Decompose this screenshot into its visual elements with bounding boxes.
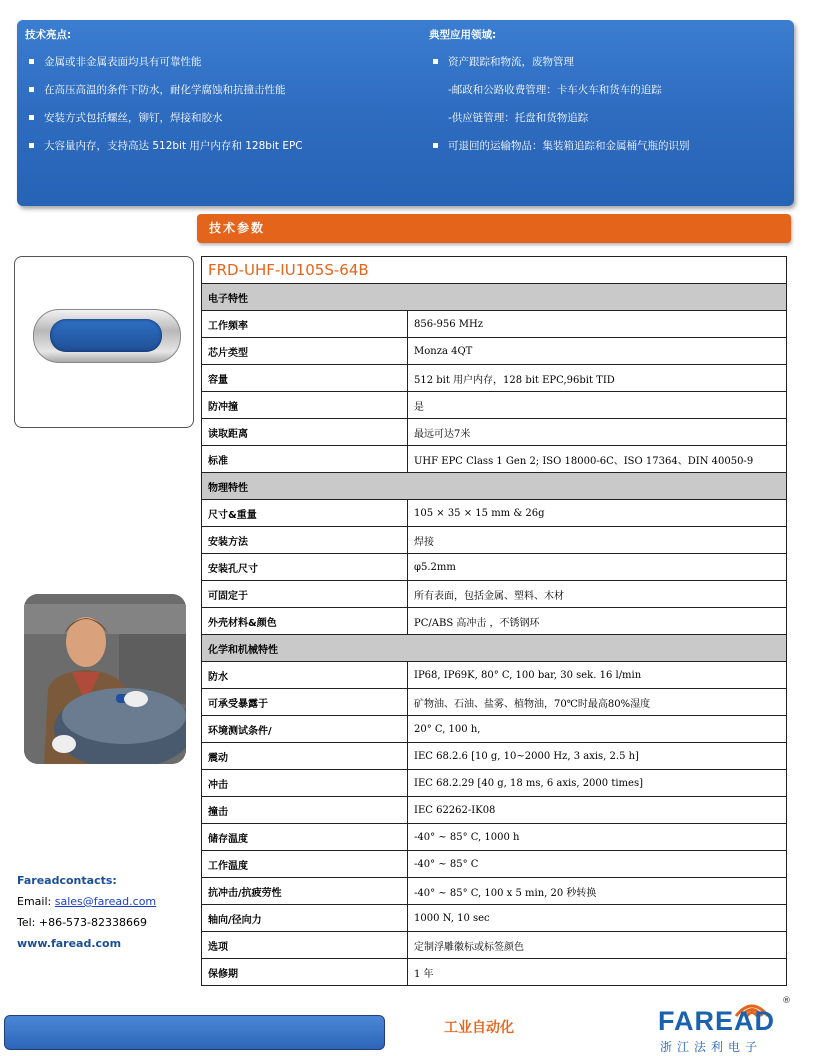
spec-value: 焊接 xyxy=(408,527,787,554)
spec-row xyxy=(202,338,787,365)
spec-key: 容量 xyxy=(202,365,408,392)
spec-key: 防冲撞 xyxy=(202,392,408,419)
spec-key: 标准 xyxy=(202,446,408,473)
faread-logo xyxy=(652,996,792,1052)
spec-row xyxy=(202,500,787,527)
application-item xyxy=(429,76,789,104)
spec-row xyxy=(202,446,787,473)
spec-value: 1 年 xyxy=(408,959,787,986)
contacts-heading: Fareadcontacts: xyxy=(17,874,117,887)
spec-key: 尺寸&重量 xyxy=(202,500,408,527)
spec-row xyxy=(202,365,787,392)
spec-key: 防水 xyxy=(202,662,408,689)
spec-key: 抗冲击/抗疲劳性 xyxy=(202,878,408,905)
spec-key: 轴向/径向力 xyxy=(202,905,408,932)
spec-value: IP68, IP69K, 80° C, 100 bar, 30 sek. 16 l/min xyxy=(408,662,787,689)
features-list xyxy=(25,48,415,160)
bullet-icon xyxy=(29,87,34,92)
spec-key: 安装孔尺寸 xyxy=(202,554,408,581)
features-title: 技术亮点: xyxy=(25,29,72,41)
spec-row xyxy=(202,959,787,986)
application-text: -供应链管理：托盘和货物追踪 xyxy=(448,112,589,124)
bullet-icon xyxy=(29,143,34,148)
spec-row xyxy=(202,824,787,851)
feature-text: 大容量内存，支持高达 512bit 用户内存和 128bit EPC xyxy=(44,140,303,152)
spec-row xyxy=(202,311,787,338)
spec-key: 撞击 xyxy=(202,797,408,824)
spec-key: 冲击 xyxy=(202,770,408,797)
email-label: Email: xyxy=(17,895,55,908)
spec-value: 20° C, 100 h, xyxy=(408,716,787,743)
spec-key: 芯片类型 xyxy=(202,338,408,365)
spec-row xyxy=(202,662,787,689)
spec-value: Monza 4QT xyxy=(408,338,787,365)
spec-key: 安装方法 xyxy=(202,527,408,554)
worker-photo xyxy=(24,594,186,764)
spec-value: 512 bit 用户内存，128 bit EPC,96bit TID xyxy=(408,365,787,392)
registered-mark: ® xyxy=(782,996,791,1006)
model-title: FRD-UHF-IU105S-64B xyxy=(202,257,787,284)
spec-row xyxy=(202,608,787,635)
spec-row xyxy=(202,851,787,878)
feature-text: 在高压高温的条件下防水，耐化学腐蚀和抗撞击性能 xyxy=(44,84,286,96)
spec-value: φ5.2mm xyxy=(408,554,787,581)
spec-value: IEC 62262-IK08 xyxy=(408,797,787,824)
application-item xyxy=(429,48,789,76)
tel-line: Tel: +86-573-82338669 xyxy=(17,916,148,929)
spec-value: 最远可达7米 xyxy=(408,419,787,446)
application-text: -邮政和公路收费管理：卡车火车和货车的追踪 xyxy=(448,84,662,96)
spec-key: 储存温度 xyxy=(202,824,408,851)
spec-value: 1000 N, 10 sec xyxy=(408,905,787,932)
spec-row xyxy=(202,770,787,797)
spec-row xyxy=(202,392,787,419)
footer-category: 工业自动化 xyxy=(444,1020,514,1036)
spec-value: 是 xyxy=(408,392,787,419)
applications-column xyxy=(429,26,789,160)
spec-key: 可固定于 xyxy=(202,581,408,608)
spec-row xyxy=(202,527,787,554)
footer-bar xyxy=(4,1015,385,1050)
application-text: 可退回的运输物品：集装箱追踪和金属桶气瓶的识别 xyxy=(448,140,690,152)
spec-value: 856-956 MHz xyxy=(408,311,787,338)
logo-chinese: 浙江法利电子 xyxy=(660,1040,763,1054)
spec-row xyxy=(202,878,787,905)
application-item xyxy=(429,104,789,132)
website-link[interactable]: www.faread.com xyxy=(17,937,122,950)
spec-key: 可承受暴露于 xyxy=(202,689,408,716)
feature-text: 安装方式包括螺丝，铆钉，焊接和胶水 xyxy=(44,112,223,124)
spec-key: 工作频率 xyxy=(202,311,408,338)
feature-item xyxy=(25,132,415,160)
spec-value: 105 × 35 × 15 mm & 26g xyxy=(408,500,787,527)
spec-value: IEC 68.2.6 [10 g, 10~2000 Hz, 3 axis, 2.5 h] xyxy=(408,743,787,770)
spec-table xyxy=(201,256,787,986)
tech-params-header: 技术参数 xyxy=(197,214,791,243)
spec-group-title: 物理特性 xyxy=(202,473,787,500)
spec-group-title: 电子特性 xyxy=(202,284,787,311)
spec-row xyxy=(202,554,787,581)
applications-title: 典型应用领域: xyxy=(429,29,497,41)
spec-key: 震动 xyxy=(202,743,408,770)
spec-group-row xyxy=(202,473,787,500)
feature-item xyxy=(25,76,415,104)
application-text: 资产跟踪和物流，废物管理 xyxy=(448,56,574,68)
spec-value: -40° ~ 85° C, 1000 h xyxy=(408,824,787,851)
feature-item xyxy=(25,48,415,76)
spec-row xyxy=(202,797,787,824)
spec-row xyxy=(202,905,787,932)
application-item xyxy=(429,132,789,160)
spec-value: -40° ~ 85° C, 100 x 5 min, 20 秒转换 xyxy=(408,878,787,905)
spec-group-row xyxy=(202,635,787,662)
features-column xyxy=(25,26,415,160)
product-image xyxy=(14,256,194,428)
features-banner xyxy=(17,20,794,206)
spec-row xyxy=(202,581,787,608)
spec-value: UHF EPC Class 1 Gen 2; ISO 18000-6C、ISO 17364、DIN 40050-9 xyxy=(408,446,787,473)
spec-value: -40° ~ 85° C xyxy=(408,851,787,878)
spec-row xyxy=(202,932,787,959)
logo-name: FAREAD xyxy=(658,1006,776,1036)
bullet-icon xyxy=(29,59,34,64)
spec-row xyxy=(202,716,787,743)
spec-value: IEC 68.2.29 [40 g, 18 ms, 6 axis, 2000 times] xyxy=(408,770,787,797)
spec-value: PC/ABS 高冲击 ，不锈钢环 xyxy=(408,608,787,635)
spec-row xyxy=(202,419,787,446)
email-line xyxy=(17,891,156,912)
contacts-block xyxy=(17,870,156,954)
applications-list xyxy=(429,48,789,160)
bullet-icon xyxy=(433,143,438,148)
spec-value: 定制浮雕徽标或标签颜色 xyxy=(408,932,787,959)
spec-key: 保修期 xyxy=(202,959,408,986)
feature-text: 金属或非金属表面均具有可靠性能 xyxy=(44,56,202,68)
feature-item xyxy=(25,104,415,132)
spec-key: 工作温度 xyxy=(202,851,408,878)
bullet-icon xyxy=(433,59,438,64)
spec-value: 所有表面，包括金属、塑料、木材 xyxy=(408,581,787,608)
spec-row xyxy=(202,689,787,716)
email-link[interactable]: sales@faread.com xyxy=(54,895,157,908)
rfid-tag-image xyxy=(33,309,181,363)
spec-value: 矿物油、石油、盐雾、植物油，70℃时最高80%湿度 xyxy=(408,689,787,716)
spec-group-row xyxy=(202,284,787,311)
spec-row xyxy=(202,743,787,770)
spec-group-title: 化学和机械特性 xyxy=(202,635,787,662)
spec-key: 外壳材料&颜色 xyxy=(202,608,408,635)
spec-key: 读取距离 xyxy=(202,419,408,446)
spec-key: 环境测试条件/ xyxy=(202,716,408,743)
bullet-icon xyxy=(29,115,34,120)
spec-key: 选项 xyxy=(202,932,408,959)
